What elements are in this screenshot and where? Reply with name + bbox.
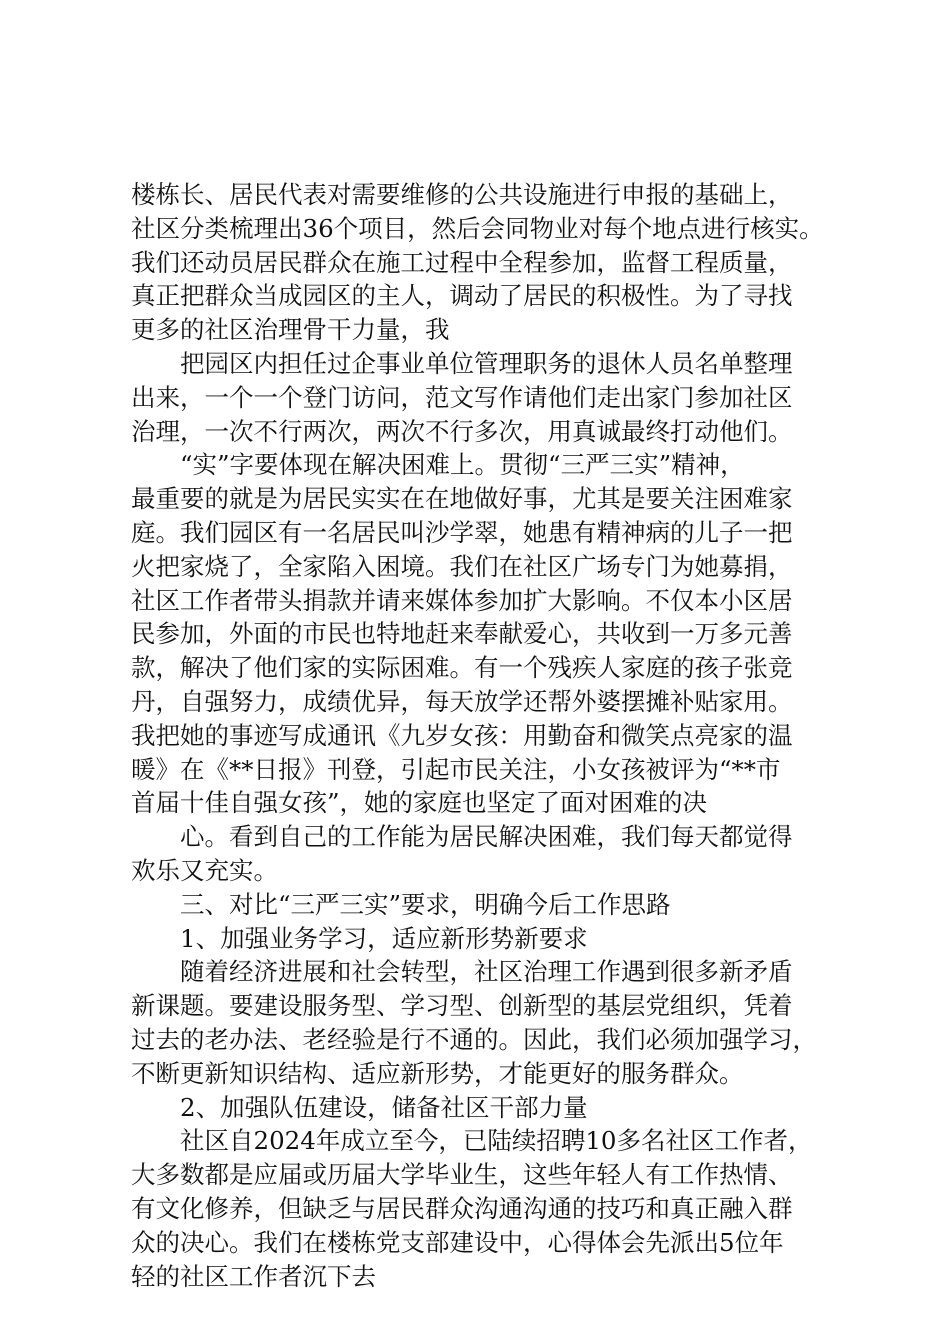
document-body bbox=[131, 178, 921, 1293]
text-line: 款，解决了他们家的实际困难。有一个残疾人家庭的孩子张竞 bbox=[131, 653, 793, 683]
text-line: 欢乐又充实。 bbox=[131, 855, 278, 885]
text-line: 过去的老办法、老经验是行不通的。因此，我们必须加强学习， bbox=[131, 1024, 817, 1054]
text-line: 社区自2024年成立至今，已陆续招聘10多名社区工作者， bbox=[180, 1126, 813, 1156]
text-line: 治理，一次不行两次，两次不行多次，用真诚最终打动他们。 bbox=[131, 416, 793, 446]
text-line: 庭。我们园区有一名居民叫沙学翠，她患有精神病的儿子一把 bbox=[131, 517, 793, 547]
text-line: 三、对比“三严三实”要求，明确今后工作思路 bbox=[180, 889, 671, 919]
text-line: 众的决心。我们在楼栋党支部建设中，心得体会先派出5位年 bbox=[131, 1227, 784, 1257]
text-line: 最重要的就是为居民实实在在地做好事，尤其是要关注困难家 bbox=[131, 484, 793, 514]
text-line: 大多数都是应届或历届大学毕业生，这些年轻人有工作热情、 bbox=[131, 1160, 793, 1190]
text-line: 新课题。要建设服务型、学习型、创新型的基层党组织，凭着 bbox=[131, 991, 793, 1021]
text-line: 首届十佳自强女孩”，她的家庭也坚定了面对困难的决 bbox=[131, 788, 708, 818]
text-line: 暖》在《**日报》刊登，引起市民关注，小女孩被评为“**市 bbox=[131, 754, 781, 784]
text-line: 2、加强队伍建设，储备社区干部力量 bbox=[180, 1092, 588, 1122]
text-line: 民参加，外面的市民也特地赶来奉献爱心，共收到一万多元善 bbox=[131, 619, 793, 649]
text-line: 我们还动员居民群众在施工过程中全程参加，监督工程质量， bbox=[131, 247, 793, 277]
text-line: 火把家烧了，全家陷入困境。我们在社区广场专门为她募捐， bbox=[131, 551, 793, 581]
text-line: 随着经济进展和社会转型，社区治理工作遇到很多新矛盾 bbox=[180, 957, 793, 987]
text-line: 把园区内担任过企事业单位管理职务的退休人员名单整理 bbox=[180, 348, 793, 378]
text-line: 心。看到自己的工作能为居民解决困难，我们每天都觉得 bbox=[180, 822, 793, 852]
text-line: 有文化修养，但缺乏与居民群众沟通沟通的技巧和真正融入群 bbox=[131, 1193, 793, 1223]
text-line: 不断更新知识结构、适应新形势，才能更好的服务群众。 bbox=[131, 1058, 744, 1088]
text-line: 轻的社区工作者沉下去 bbox=[131, 1261, 376, 1291]
text-line: 社区工作者带头捐款并请来媒体参加扩大影响。不仅本小区居 bbox=[131, 585, 793, 615]
text-line: 丹，自强努力，成绩优异，每天放学还帮外婆摆摊补贴家用。 bbox=[131, 686, 793, 716]
text-line: 出来，一个一个登门访问，范文写作请他们走出家门参加社区 bbox=[131, 382, 793, 412]
text-line: 我把她的事迹写成通讯《九岁女孩：用勤奋和微笑点亮家的温 bbox=[131, 720, 793, 750]
text-line: “实”字要体现在解决困难上。贯彻“三严三实”精神， bbox=[180, 450, 745, 480]
text-line: 更多的社区治理骨干力量，我 bbox=[131, 315, 450, 345]
text-line: 真正把群众当成园区的主人，调动了居民的积极性。为了寻找 bbox=[131, 281, 793, 311]
text-line: 社区分类梳理出36个项目，然后会同物业对每个地点进行核实。 bbox=[131, 213, 824, 243]
text-line: 楼栋长、居民代表对需要维修的公共设施进行申报的基础上， bbox=[131, 180, 793, 209]
text-line: 1、加强业务学习，适应新形势新要求 bbox=[180, 923, 588, 953]
